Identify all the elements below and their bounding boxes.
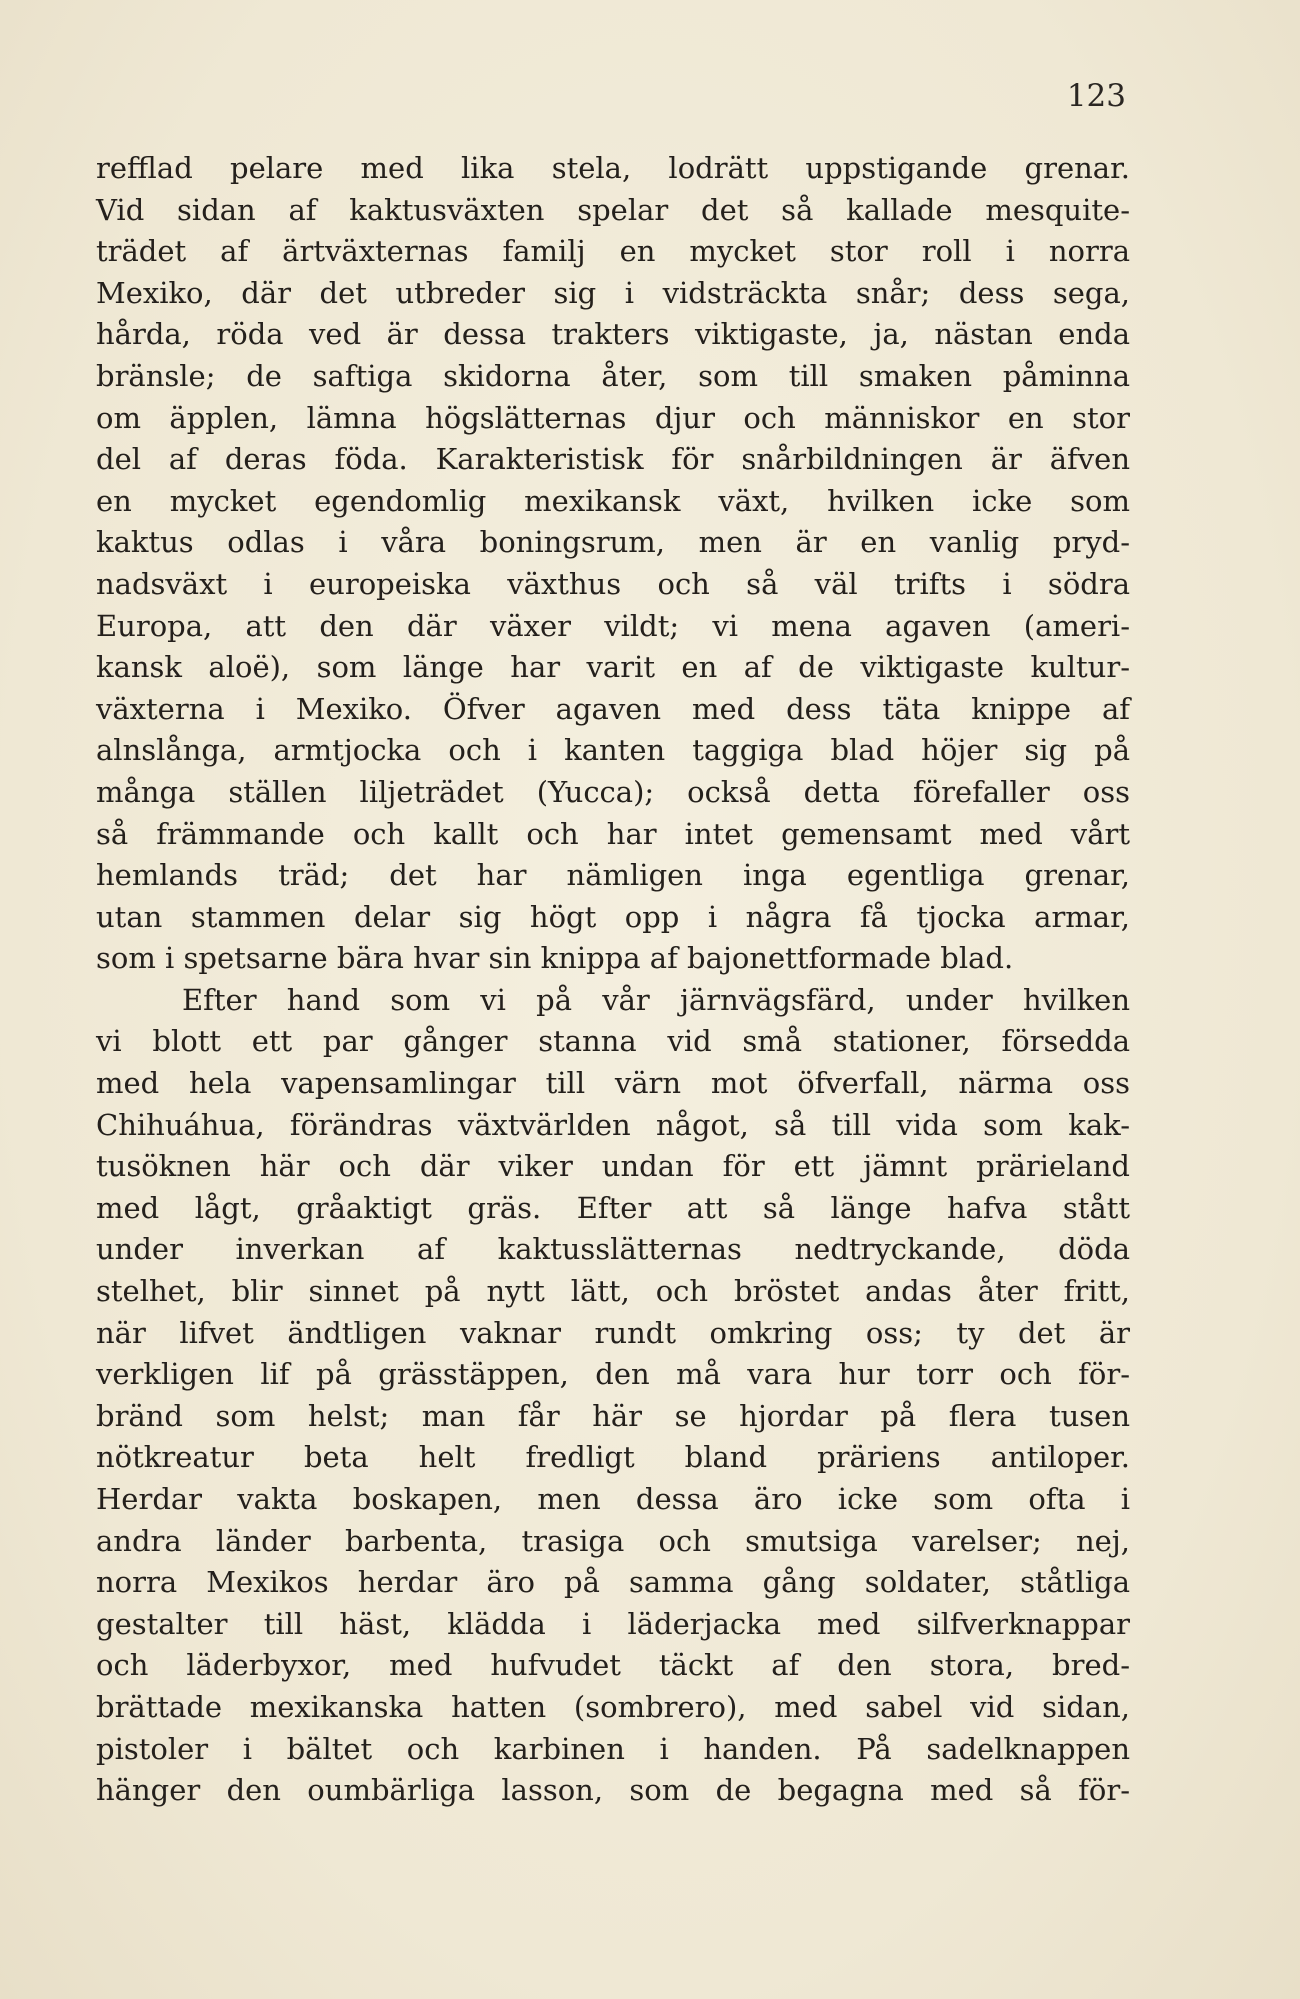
body-text (96, 148, 1130, 1812)
page-number: 123 (1066, 78, 1126, 114)
text-line: andra länder barbenta, trasiga och smutsiga varelser; nej, (96, 1523, 1130, 1558)
text-line: pistoler i bältet och karbinen i handen. På sadelknappen (96, 1731, 1130, 1766)
text-line: del af deras föda. Karakteristisk för snårbildningen är äfven (96, 442, 1130, 477)
text-line: om äpplen, lämna högslätternas djur och människor en stor (96, 400, 1130, 435)
text-line: brättade mexikanska hatten (sombrero), med sabel vid sidan, (96, 1689, 1130, 1724)
text-line: när lifvet ändtligen vaknar rundt omkring oss; ty det är (96, 1315, 1130, 1350)
text-line: växterna i Mexiko. Öfver agaven med dess täta knippe af (96, 691, 1130, 726)
text-line: refflad pelare med lika stela, lodrätt uppstigande grenar. (96, 151, 1130, 185)
text-line: Mexiko, där det utbreder sig i vidsträckta snår; dess sega, (96, 275, 1130, 310)
text-line: så främmande och kallt och har intet gemensamt med vårt (96, 816, 1130, 851)
text-line: stelhet, blir sinnet på nytt lätt, och bröstet andas åter fritt, (96, 1274, 1130, 1309)
text-line: Efter hand som vi på vår järnvägsfärd, under hvilken (182, 982, 1130, 1017)
text-line: hårda, röda ved är dessa trakters viktigaste, ja, nästan enda (96, 317, 1130, 352)
text-line: nötkreatur beta helt fredligt bland präriens antiloper. (96, 1440, 1130, 1475)
text-line: norra Mexikos herdar äro på samma gång soldater, ståtliga (96, 1565, 1130, 1600)
text-line: Vid sidan af kaktusväxten spelar det så kallade mesquite- (96, 192, 1130, 227)
text-line: med hela vapensamlingar till värn mot öfverfall, närma oss (96, 1066, 1130, 1101)
text-line: kaktus odlas i våra boningsrum, men är en vanlig pryd- (96, 525, 1130, 560)
text-line: hänger den oumbärliga lasson, som de begagna med så för- (96, 1773, 1130, 1808)
text-line: med lågt, gråaktigt gräs. Efter att så länge hafva stått (96, 1190, 1130, 1225)
text-line: Chihuáhua, förändras växtvärlden något, så till vida som kak- (96, 1107, 1130, 1142)
text-line: vi blott ett par gånger stanna vid små stationer, försedda (96, 1024, 1130, 1059)
text-line: under inverkan af kaktusslätternas nedtryckande, döda (96, 1232, 1130, 1267)
text-line: bränsle; de saftiga skidorna åter, som till smaken påminna (96, 358, 1130, 393)
text-line: en mycket egendomlig mexikansk växt, hvilken icke som (96, 483, 1130, 518)
text-line: bränd som helst; man får här se hjordar på flera tusen (96, 1398, 1130, 1433)
text-line: trädet af ärtväxternas familj en mycket stor roll i norra (96, 234, 1130, 269)
text-line: kansk aloë), som länge har varit en af de viktigaste kultur- (96, 650, 1130, 685)
text-line: hemlands träd; det har nämligen inga egentliga grenar, (96, 858, 1130, 893)
text-line: som i spetsarne bära hvar sin knippa af bajonettformade blad. (96, 941, 1014, 976)
text-line: nadsväxt i europeiska växthus och så väl trifts i södra (96, 566, 1130, 601)
text-line: verkligen lif på grässtäppen, den må vara hur torr och för- (96, 1357, 1130, 1392)
text-line: alnslånga, armtjocka och i kanten taggiga blad höjer sig på (96, 733, 1130, 768)
text-line: och läderbyxor, med hufvudet täckt af den stora, bred- (96, 1648, 1130, 1683)
text-line: utan stammen delar sig högt opp i några få tjocka armar, (96, 899, 1130, 934)
text-line: Herdar vakta boskapen, men dessa äro icke som ofta i (96, 1482, 1130, 1516)
text-line: tusöknen här och där viker undan för ett jämnt prärieland (96, 1149, 1130, 1184)
text-line: många ställen liljeträdet (Yucca); också detta förefaller oss (96, 774, 1130, 809)
text-line: gestalter till häst, klädda i läderjacka med silfverknappar (96, 1606, 1130, 1641)
text-line: Europa, att den där växer vildt; vi mena agaven (ameri- (96, 608, 1130, 643)
